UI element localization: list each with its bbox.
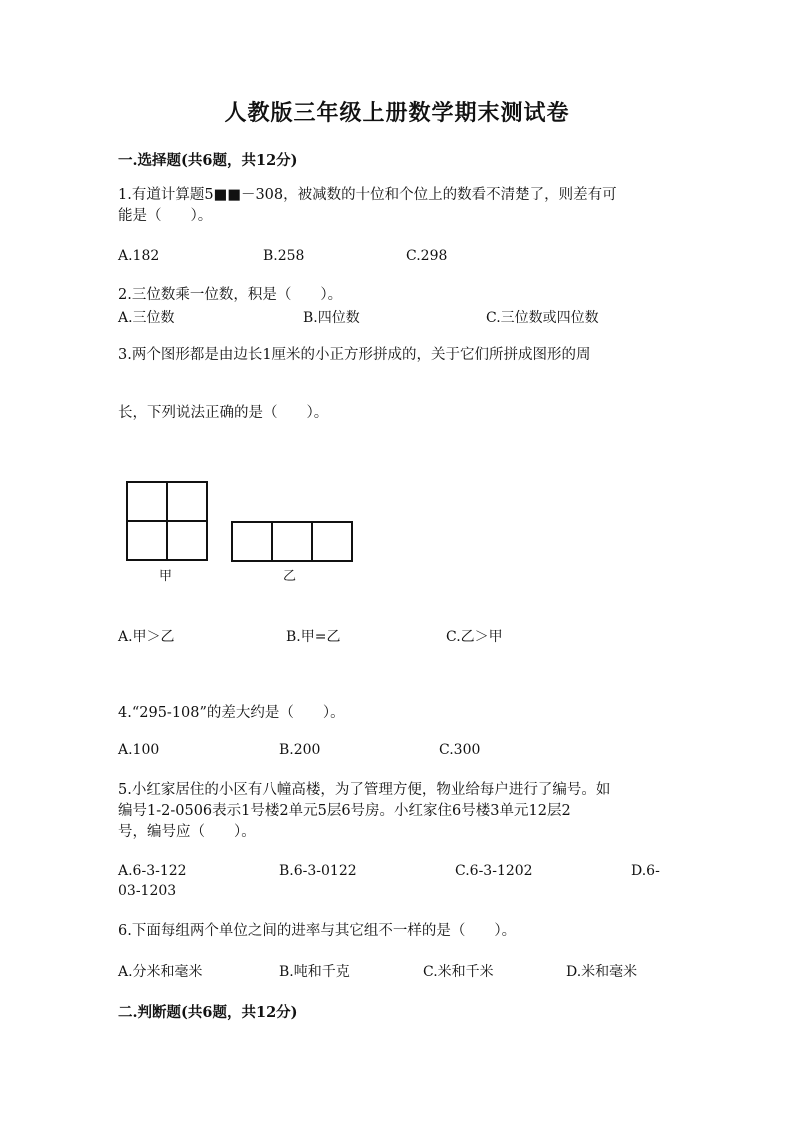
section-heading-choice: 一.选择题(共6题，共12分) [118,152,298,169]
option-a: A.分米和毫米 [118,964,203,980]
question-1-options [118,248,678,268]
question-5-line-1: 5.小红家居住的小区有八幢高楼，为了管理方便，物业给每户进行了编号。如 [118,782,611,798]
option-b: B.吨和千克 [279,964,350,980]
option-c: C.米和千米 [423,964,494,980]
option-d-continued: 03-1203 [118,883,177,899]
option-b: B.甲=乙 [286,629,341,645]
option-c: C.300 [439,742,481,758]
question-5 [118,780,678,843]
question-5-line-2: 编号1-2-0506表示1号楼2单元5层6号房。小红家住6号楼3单元12层2 [118,803,571,819]
question-5-option-d-continued [118,883,678,903]
question-4: 4.“295-108”的差大约是（ ）。 [118,705,345,721]
option-a: A.甲＞乙 [118,629,175,645]
option-c: C.298 [406,248,448,264]
question-5-options [118,863,678,883]
question-1 [118,185,678,227]
question-3-options [118,626,678,646]
figure-label-jia: 甲 [159,569,173,584]
section-heading-judgment: 二.判断题(共6题，共12分) [118,1004,298,1021]
option-d: D.6- [631,863,660,879]
option-a: A.三位数 [118,310,175,326]
question-4-options [118,742,678,762]
option-b: B.四位数 [303,310,360,326]
page-title: 人教版三年级上册数学期末测试卷 [224,100,570,126]
option-c: C.乙＞甲 [446,629,503,645]
question-6-options [118,961,678,981]
option-b: B.6-3-0122 [279,863,357,879]
question-3-figures [126,481,366,586]
question-2: 2.三位数乘一位数，积是（ ）。 [118,287,343,303]
figure-label-yi: 乙 [283,569,297,584]
option-c: C.6-3-1202 [455,863,533,879]
question-5-line-3: 号，编号应（ ）。 [118,824,256,840]
option-a: A.182 [118,248,160,264]
option-b: B.200 [279,742,321,758]
question-1-line-1: 1.有道计算题5■■－308，被减数的十位和个位上的数看不清楚了，则差有可 [118,187,617,203]
question-2-options [118,307,678,327]
question-3-line-2: 长，下列说法正确的是（ ）。 [118,405,329,421]
option-d: D.米和毫米 [566,964,638,980]
option-b: B.258 [263,248,305,264]
question-6: 6.下面每组两个单位之间的进率与其它组不一样的是（ ）。 [118,923,517,939]
question-1-line-2: 能是（ ）。 [118,208,213,224]
question-3-line-1: 3.两个图形都是由边长1厘米的小正方形拼成的，关于它们所拼成图形的周 [118,347,591,363]
option-a: A.6-3-122 [118,863,187,879]
option-c: C.三位数或四位数 [486,310,599,326]
option-a: A.100 [118,742,160,758]
